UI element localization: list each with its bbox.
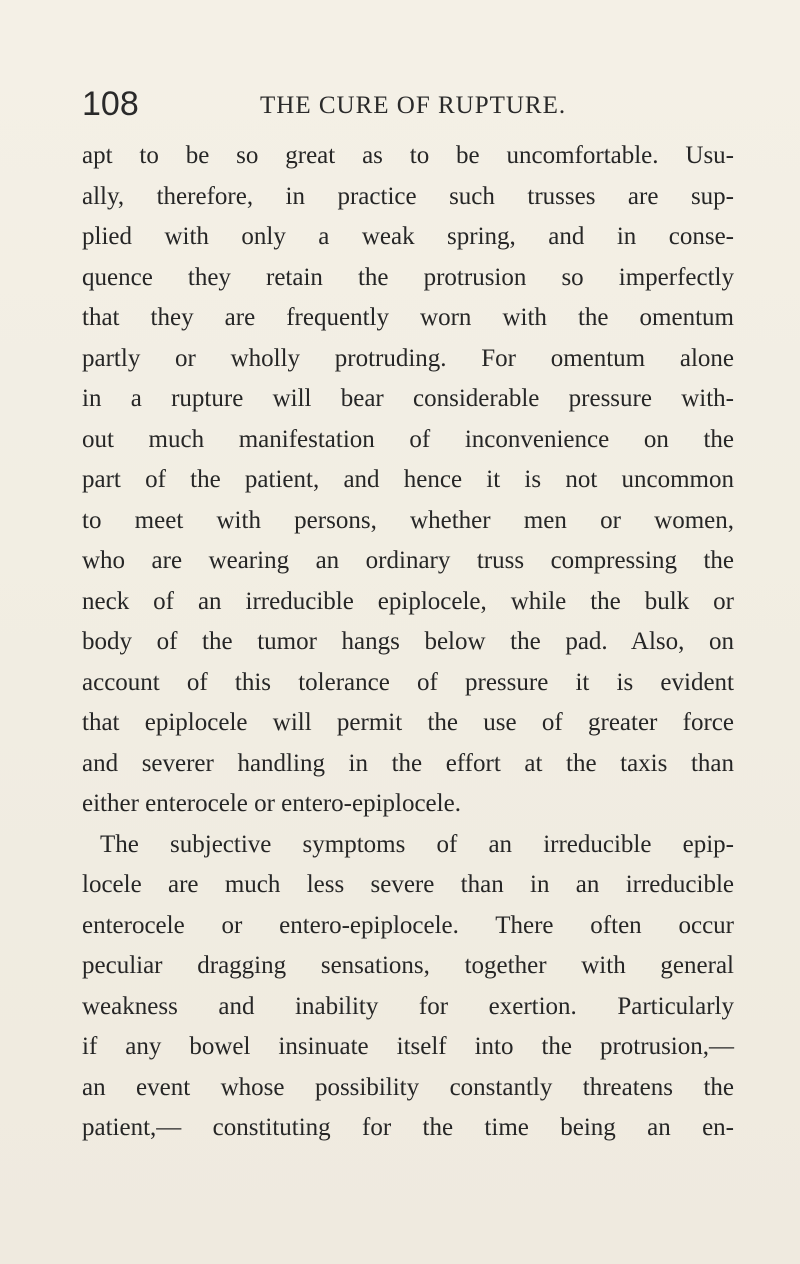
text-line: patient,— constituting for the time being an en- bbox=[82, 1114, 734, 1141]
text-line: that they are frequently worn with the omentum bbox=[82, 304, 734, 331]
text-line: part of the patient, and hence it is not uncommon bbox=[82, 466, 734, 493]
text-line: locele are much less severe than in an irreducible bbox=[82, 871, 734, 898]
text-line: quence they retain the protrusion so imperfectly bbox=[82, 263, 734, 291]
page-header bbox=[82, 78, 742, 126]
body-text bbox=[82, 136, 734, 1149]
text-line: that epiplocele will permit the use of greater force bbox=[82, 709, 734, 736]
text-line: The subjective symptoms of an irreducible epip- bbox=[100, 830, 734, 858]
page-number: 108 bbox=[82, 85, 139, 123]
text-line: neck of an irreducible epiplocele, while the bulk or bbox=[82, 587, 734, 615]
text-line: if any bowel insinuate itself into the protrusion,— bbox=[82, 1033, 734, 1060]
text-line: in a rupture will bear considerable pressure with- bbox=[82, 385, 734, 412]
running-head: THE CURE OF RUPTURE. bbox=[260, 92, 567, 119]
text-line: either enterocele or entero-epiplocele. bbox=[82, 790, 461, 817]
text-line: an event whose possibility constantly threatens the bbox=[82, 1073, 734, 1101]
text-line: who are wearing an ordinary truss compressing the bbox=[82, 547, 734, 574]
text-line: account of this tolerance of pressure it is evident bbox=[82, 668, 734, 696]
text-line: body of the tumor hangs below the pad. Also, on bbox=[82, 628, 734, 655]
text-line: weakness and inability for exertion. Particularly bbox=[82, 992, 734, 1020]
text-line: peculiar dragging sensations, together with general bbox=[82, 952, 734, 979]
text-line: plied with only a weak spring, and in conse- bbox=[82, 223, 734, 250]
text-line: ally, therefore, in practice such trusses are sup- bbox=[82, 182, 734, 210]
text-line: to meet with persons, whether men or women, bbox=[82, 506, 734, 534]
text-line: apt to be so great as to be uncomfortable. Usu- bbox=[82, 142, 734, 169]
text-line: enterocele or entero-epiplocele. There often occur bbox=[82, 911, 734, 939]
text-line: and severer handling in the effort at the taxis than bbox=[82, 749, 734, 777]
text-line: partly or wholly protruding. For omentum alone bbox=[82, 344, 734, 372]
text-line: out much manifestation of inconvenience on the bbox=[82, 425, 734, 453]
